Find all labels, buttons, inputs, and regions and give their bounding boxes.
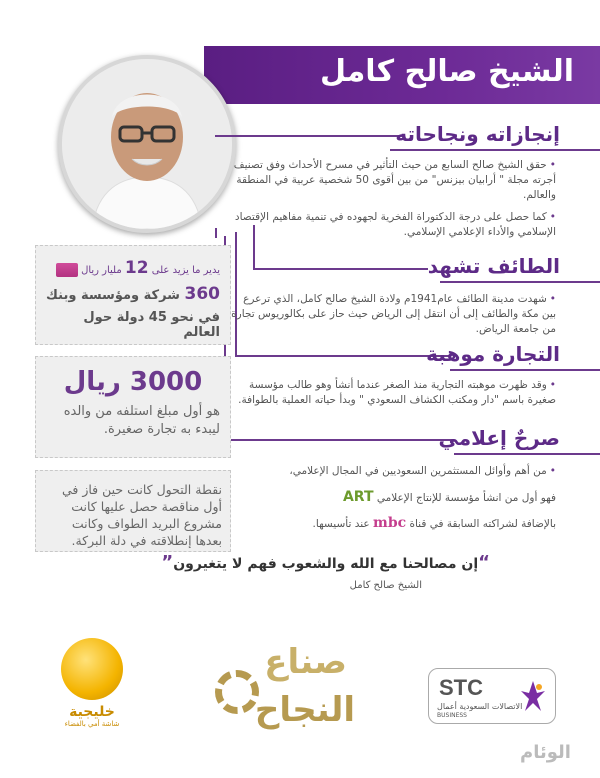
stats-text: مليار ريال xyxy=(81,265,122,276)
logo-word: صناع xyxy=(264,642,347,682)
bullet-text: وقد ظهرت موهبته التجارية منذ الصغر عندما أنشأ وهو طالب مؤسسة صغيرة باسم "دار ومكتب الكشاف السعودي " وبدأ حياته العملية بالطوافة. xyxy=(238,379,556,406)
section-title-trade: التجارة موهبة xyxy=(426,342,560,366)
stc-star-icon xyxy=(519,679,547,713)
title-banner xyxy=(204,46,600,104)
rotana-mark-icon xyxy=(61,638,123,700)
bullet-text: من أهم وأوائل المستثمرين السعوديين في المجال الإعلامي، xyxy=(289,465,547,477)
bullet-text: شهدت مدينة الطائف عام1941م ولادة الشيخ صالح كامل، الذي ترعرع بين مكة والطائف إلى أن انتقل إلى الرياض حيث حاز على بكالوريوس تجارة من جامعة الرياض. xyxy=(231,293,556,335)
stc-name: STC xyxy=(439,675,483,700)
rotana-khalijia-logo xyxy=(52,638,132,728)
bullet-text: فهو أول من انشأ مؤسسة للإنتاج الإعلامي xyxy=(376,492,556,504)
logo-word: النجاح xyxy=(254,690,355,730)
portrait-icon xyxy=(62,59,232,229)
stats-line xyxy=(46,284,220,304)
stats-text: يدير ما يزيد على xyxy=(151,265,220,276)
section-underline xyxy=(450,369,600,371)
loan-amount: 3000 ريال xyxy=(63,367,203,397)
section-bullet: •كما حصل على درجة الدكتوراة الفخرية لجهوده في تنمية مفاهيم الإقتصاد الإسلامي والأداء الإعلامي الإسلامي. xyxy=(234,211,556,238)
connector-line xyxy=(235,355,449,357)
mbc-logo: mbc xyxy=(373,515,407,531)
quote-mark-icon: “ xyxy=(478,552,490,573)
section-title-taif: الطائف تشهد xyxy=(427,254,560,278)
rotana-name: خليجية xyxy=(69,704,115,720)
art-logo: ART xyxy=(342,489,374,505)
money-icon xyxy=(56,263,78,277)
stats-box xyxy=(35,245,231,345)
bullet-text: عند تأسيسها. xyxy=(312,518,370,530)
section-bullet: •حقق الشيخ صالح السابع من حيث التأثير في مسرح الأحداث وفق تصنيف أجرته مجلة " أرابيان بيزنس" من بين أقوى 50 شخصية عربية في المنطقة والعالم. xyxy=(233,159,556,201)
stc-arabic: الاتصالات السعودية أعمال xyxy=(437,702,523,711)
stats-line xyxy=(46,258,220,278)
section-underline xyxy=(390,149,600,151)
section-underline xyxy=(454,453,600,455)
section-bullet: •شهدت مدينة الطائف عام1941م ولادة الشيخ صالح كامل، الذي ترعرع بين مكة والطائف إلى أن انتقل إلى الرياض حيث حاز على بكالوريوس تجارة من جامعة الرياض. xyxy=(231,293,556,335)
bullet-text: بالإضافة لشراكته السابقة في قناة xyxy=(409,518,556,530)
section-title-media: صرحٌ إعلامي xyxy=(438,426,560,450)
quote xyxy=(161,552,490,573)
loan-text: هو أول مبلغ استلفه من والده ليبدء به تجارة صغيرة. xyxy=(63,404,220,437)
connector-line xyxy=(215,135,405,137)
first-loan-box xyxy=(35,356,231,458)
connector-line xyxy=(215,228,217,238)
stats-number: 360 xyxy=(184,284,220,304)
gear-icon xyxy=(215,670,259,714)
page-title: الشيخ صالح كامل xyxy=(319,54,574,89)
section-underline xyxy=(440,281,600,283)
section-bullet: •وقد ظهرت موهبته التجارية منذ الصغر عندما أنشأ وهو طالب مؤسسة صغيرة باسم "دار ومكتب الكشاف السعودي " وبدأ حياته العملية بالطوافة. xyxy=(238,379,556,406)
quote-author: الشيخ صالح كامل xyxy=(349,580,422,591)
stc-business-logo xyxy=(428,668,556,724)
section-bullet: •من أهم وأوائل المستثمرين السعوديين في المجال الإعلامي، xyxy=(289,465,556,477)
watermark: الوئام xyxy=(520,742,571,763)
connector-line xyxy=(224,439,454,441)
quote-text: إن مصالحنا مع الله والشعوب فهم لا يتغيرون xyxy=(173,556,479,572)
rotana-sub: شاشة أمي بالفضاء xyxy=(64,720,120,728)
bullet-text: كما حصل على درجة الدكتوراة الفخرية لجهوده في تنمية مفاهيم الإقتصاد الإسلامي والأداء الإعلامي الإسلامي. xyxy=(234,211,556,238)
portrait-photo xyxy=(58,55,236,233)
stats-line: في نحو 45 دولة حول العالم xyxy=(83,310,220,340)
bullet-text: حقق الشيخ صالح السابع من حيث التأثير في مسرح الأحداث وفق تصنيف أجرته مجلة " أرابيان بيزنس" من بين أقوى 50 شخصية عربية في المنطقة والعالم. xyxy=(233,159,556,201)
stc-business: BUSINESS xyxy=(437,712,467,719)
stats-number: 12 xyxy=(124,258,149,278)
sunna-alnajah-logo xyxy=(205,642,365,754)
turning-point-box: نقطة التحول كانت حين فاز في أول مناقصة حصل عليها كانت مشروع البريد الطواف وكانت بعدها إنطلاقته في دلة البركة. xyxy=(35,470,231,552)
section-bullet xyxy=(226,490,556,506)
connector-line xyxy=(253,268,428,270)
quote-mark-icon: ” xyxy=(161,552,174,573)
section-bullet xyxy=(226,516,556,532)
section-title-achievements: إنجازاته ونجاحاته xyxy=(395,122,560,146)
stats-text: شركة ومؤسسة وبنك xyxy=(46,288,180,303)
